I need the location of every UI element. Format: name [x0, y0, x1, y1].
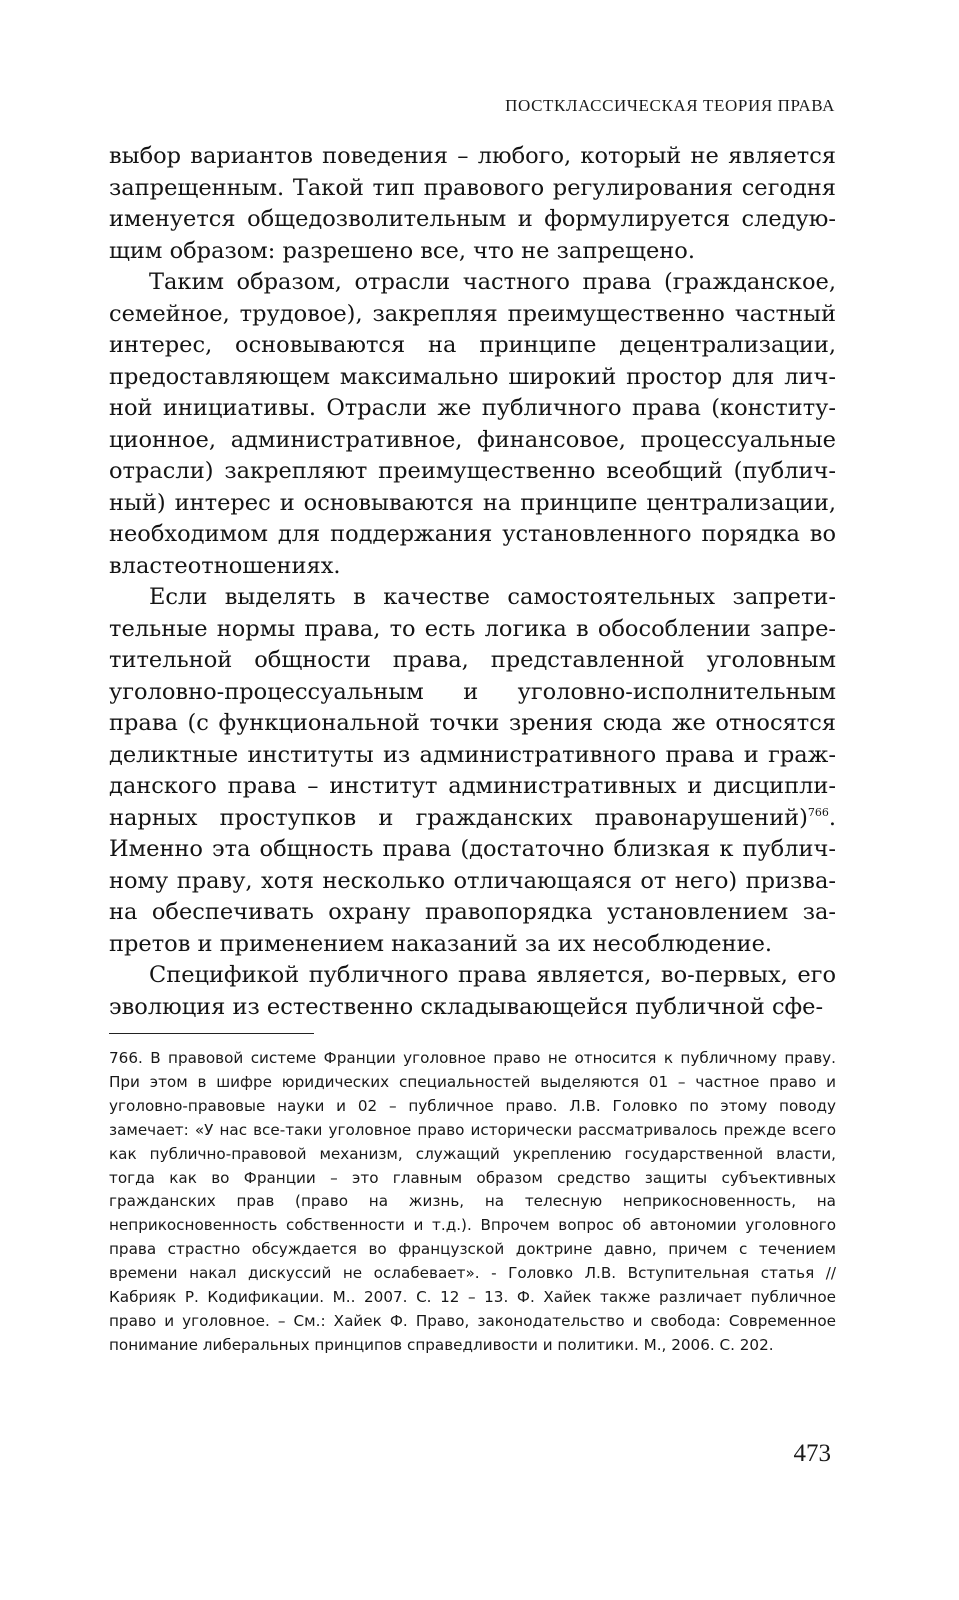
- footnote-766: 766. В правовой системе Франции уголовное право не относится к публичному праву. При этом в шифре юридических специальностей выделяются 01 – частное право и уголовно-правовые науки и 02 – публичное право. Л.В. Головко по этому поводу замечает: «У нас все-таки уголовное право исторически рассматривалось прежде всего как публично-правовой механизм, служащий укреплению государственной власти, тогда как во Франции – это главным образом средство защиты субъективных гражданских прав (право на жизнь, на телесную неприкосновенность, на неприкосновенность собственности и т.д.). Впрочем вопрос об автономии уголовного права страстно обсуждается во французской доктрине давно, причем с течением времени накал дискуссий не ослабевает». - Головко Л.В. Вступительная статья // Кабрияк Р. Кодификации. М.. 2007. С. 12 – 13. Ф. Хайек также различает публичное право и уголовное. – См.: Хайек Ф. Право, законодательство и свобода: Современное понимание либеральных принципов справедливости и политики. М., 2006. С. 202.: [109, 1049, 836, 1354]
- paragraph-1: выбор вариантов поведения – любого, который не является запрещенным. Такой тип правового регулирования сегодня именуется общедозволительным и формулируется следующим образом: разрешено все, что не запрещено.: [109, 143, 836, 264]
- paragraph-3: [109, 582, 836, 960]
- paragraph-3-continuation: . Именно эта общность права (достаточно близкая к публичному праву, хотя несколько отличающаяся от него) призвана обеспечивать охрану правопорядка установлением запретов и применением наказаний за их несоблюдение.: [109, 804, 836, 957]
- running-header: ПОСТКЛАССИЧЕСКАЯ ТЕОРИЯ ПРАВА: [505, 96, 835, 115]
- footnotes: [109, 1047, 836, 1358]
- paragraph-3-text: Если выделять в качестве самостоятельных запретительные нормы права, то есть логика в обособлении запретительной общности права, представленной уголовным уголовно-процессуальным и уголовно-исполнительным права (с функциональной точки зрения сюда же относятся деликтные институты из административного права и гражданского права – институт административных и дисциплинарных проступков и гражданских правонарушений): [109, 584, 836, 831]
- footnote-divider: [109, 1033, 314, 1034]
- footnote-reference[interactable]: 766: [807, 805, 829, 819]
- main-text: [109, 141, 836, 1023]
- paragraph-4: Спецификой публичного права является, во-первых, его эволюция из естественно складывающейся публичной сфе-: [109, 962, 836, 1020]
- paragraph-2: Таким образом, отрасли частного права (гражданское, семейное, трудовое), закрепляя преимущественно частный интерес, основываются на принципе децентрализации, предоставляющем максимально широкий простор для личной инициативы. Отрасли же публичного права (конституционное, административное, финансовое, процессуальные отрасли) закрепляют преимущественно всеобщий (публичный) интерес и основываются на принципе централизации, необходимом для поддержания установленного порядка во властеотношениях.: [109, 269, 836, 579]
- page-number: 473: [793, 1440, 831, 1467]
